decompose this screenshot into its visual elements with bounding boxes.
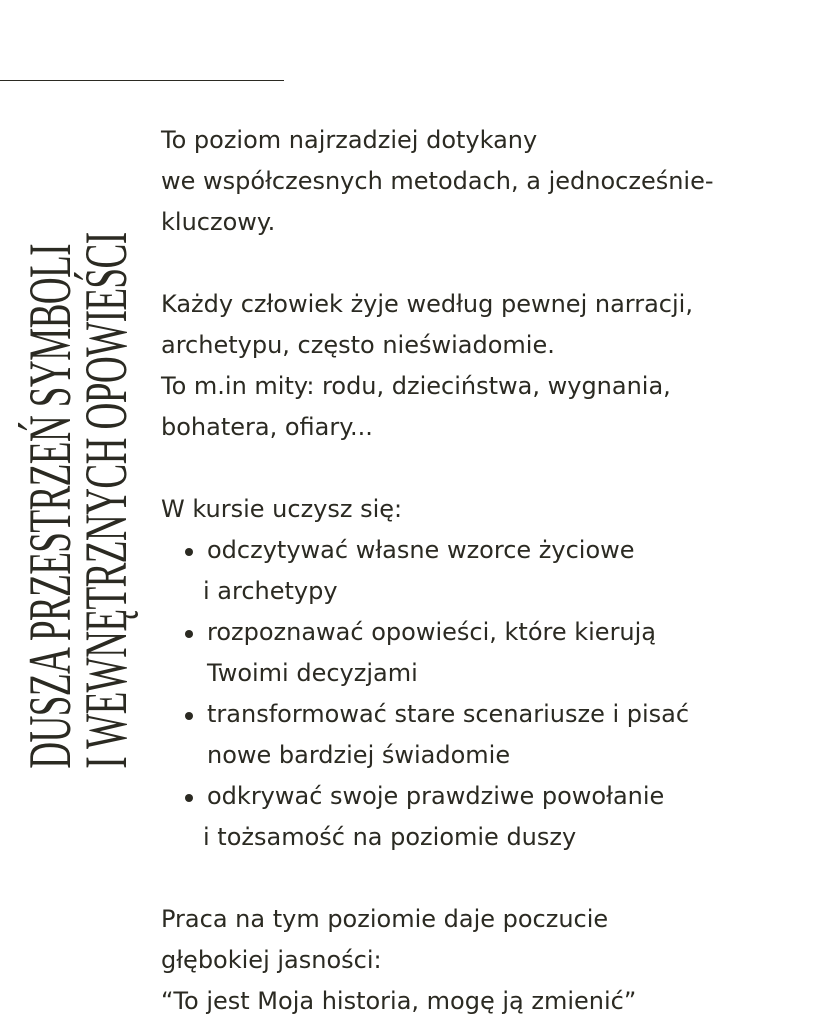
closing-paragraph (161, 899, 811, 1022)
narrative-line: archetypu, często nieświadomie. (161, 331, 555, 359)
course-bullet-list (161, 530, 811, 858)
bullet-dot-icon (185, 794, 193, 802)
bullet-dot-icon (185, 712, 193, 720)
vertical-page-title (17, 145, 140, 915)
closing-line: Praca na tym poziomie daje poczucie (161, 905, 609, 933)
list-item-line: transformować stare scenariusze i pisać (207, 700, 690, 728)
closing-line: głębokiej jasności: (161, 946, 382, 974)
intro-line: To poziom najrzadziej dotykany (161, 126, 538, 154)
narrative-paragraph (161, 284, 811, 448)
list-item-line: i archetypy (203, 577, 338, 605)
course-heading: W kursie uczysz się: (161, 495, 403, 523)
list-item-line: i tożsamość na poziomie duszy (203, 823, 577, 851)
intro-paragraph (161, 120, 811, 243)
bullet-dot-icon (185, 548, 193, 556)
narrative-line: To m.in mity: rodu, dzieciństwa, wygnania, (161, 372, 671, 400)
list-item (161, 530, 811, 612)
list-item-line: odkrywać swoje prawdziwe powołanie (207, 782, 665, 810)
intro-line: we współczesnych metodach, a jednocześnie- (161, 167, 714, 195)
list-item-line: Twoimi decyzjami (207, 659, 418, 687)
main-text-column (161, 120, 811, 1022)
narrative-line: Każdy człowiek żyje według pewnej narracji, (161, 290, 693, 318)
top-divider-line (0, 80, 284, 81)
closing-quote: “To jest Moja historia, mogę ją zmienić” (161, 987, 637, 1015)
intro-line: kluczowy. (161, 208, 276, 236)
bullet-dot-icon (185, 630, 193, 638)
list-item (161, 776, 811, 858)
narrative-line: bohatera, ofiary... (161, 413, 373, 441)
list-item-line: odczytywać własne wzorce życiowe (207, 536, 635, 564)
list-item-line: rozpoznawać opowieści, które kierują (207, 618, 657, 646)
list-item (161, 694, 811, 776)
title-line-1: DUSZA PRZESTRZEŃ SYMBOLI (17, 244, 83, 769)
list-item (161, 612, 811, 694)
list-item-line: nowe bardziej świadomie (207, 741, 511, 769)
title-line-2: I WEWNĘTRZNYCH OPOWIEŚCI (73, 232, 139, 769)
